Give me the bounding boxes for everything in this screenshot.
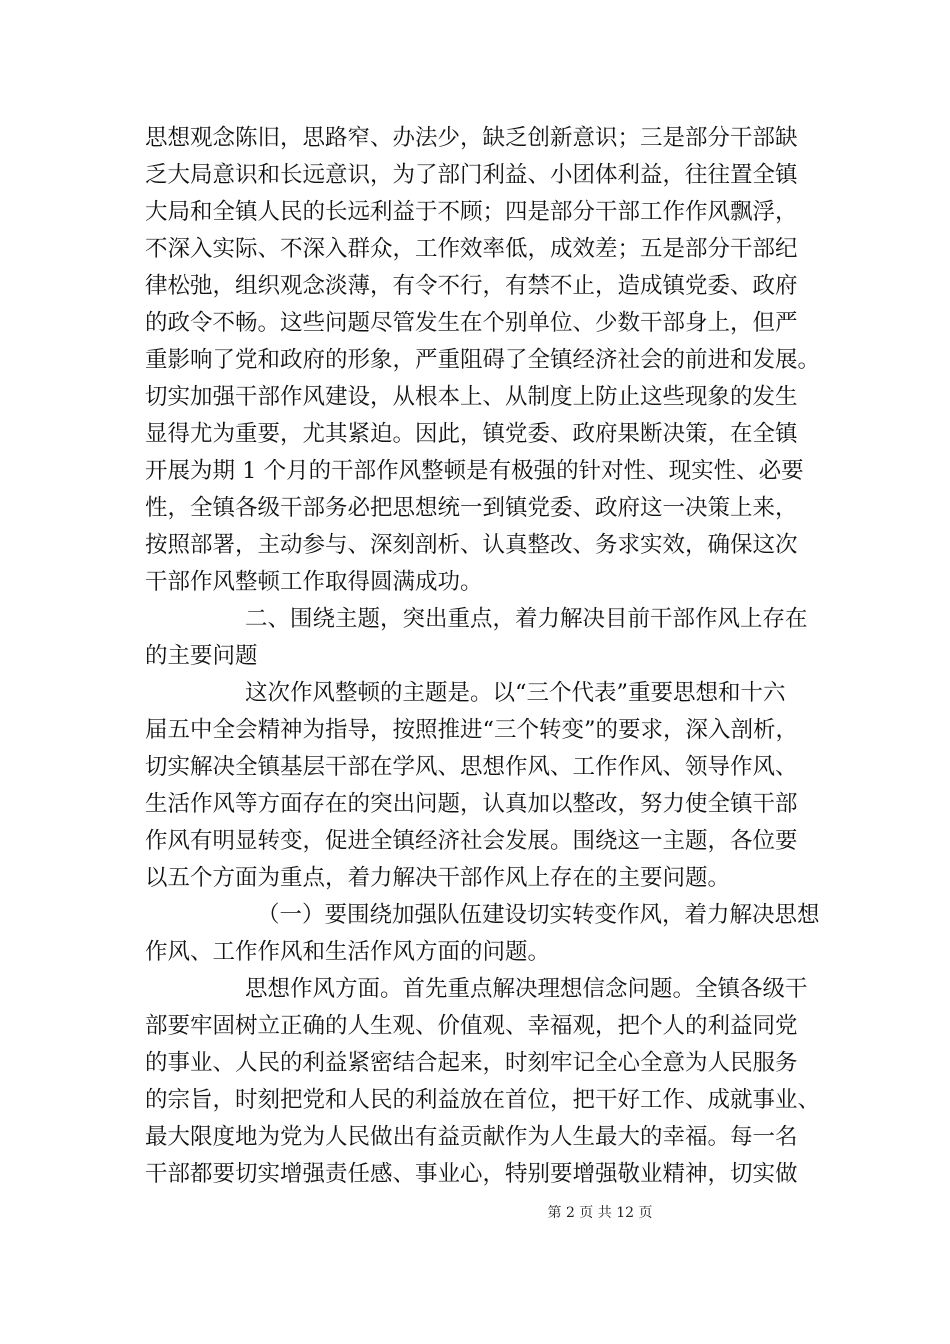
body-line: 律松弛，组织观念淡薄，有令不行，有禁不止，造成镇党委、政府	[145, 273, 798, 299]
paragraph-start: 思想作风方面。首先重点解决理想信念问题。全镇各级干	[245, 976, 808, 1002]
paragraph-start: 这次作风整顿的主题是。以“三个代表”重要思想和十六	[245, 680, 786, 706]
body-line: 按照部署，主动参与、深刻剖析、认真整改、务求实效，确保这次	[145, 532, 798, 558]
body-line: 部要牢固树立正确的人生观、价值观、幸福观，把个人的利益同党	[145, 1013, 798, 1039]
section-heading: 二、围绕主题，突出重点，着力解决目前干部作风上存在	[245, 606, 808, 632]
body-line: 显得尤为重要，尤其紧迫。因此，镇党委、政府果断决策，在全镇	[145, 421, 798, 447]
body-line: 开展为期 1 个月的干部作风整顿是有极强的针对性、现实性、必要	[145, 458, 804, 484]
body-line: 大局和全镇人民的长远利益于不顾；四是部分干部工作作风飘浮，	[145, 199, 798, 225]
body-line: 干部作风整顿工作取得圆满成功。	[145, 569, 483, 595]
document-body	[145, 120, 835, 1193]
body-line: 届五中全会精神为指导，按照推进“三个转变”的要求，深入剖析，	[145, 717, 799, 743]
body-line: 干部都要切实增强责任感、事业心，特别要增强敬业精神，切实做	[145, 1161, 798, 1187]
body-line: 性，全镇各级干部务必把思想统一到镇党委、政府这一决策上来，	[145, 495, 798, 521]
body-line: 以五个方面为重点，着力解决干部作风上存在的主要问题。	[145, 865, 731, 891]
body-line: 作风有明显转变，促进全镇经济社会发展。围绕这一主题，各位要	[145, 828, 798, 854]
subsection-heading-continued: 作风、工作作风和生活作风方面的问题。	[145, 939, 551, 965]
subsection-heading: （一）要围绕加强队伍建设切实转变作风，着力解决思想	[257, 902, 820, 928]
body-line: 思想观念陈旧，思路窄、办法少，缺乏创新意识；三是部分干部缺	[145, 125, 798, 151]
body-line: 切实加强干部作风建设，从根本上、从制度上防止这些现象的发生	[145, 384, 798, 410]
body-line: 生活作风等方面存在的突出问题，认真加以整改，努力使全镇干部	[145, 791, 798, 817]
body-line: 的政令不畅。这些问题尽管发生在个别单位、少数干部身上，但严	[145, 310, 798, 336]
body-line: 的事业、人民的利益紧密结合起来，时刻牢记全心全意为人民服务	[145, 1050, 798, 1076]
section-heading-continued: 的主要问题	[145, 643, 258, 669]
body-line: 切实解决全镇基层干部在学风、思想作风、工作作风、领导作风、	[145, 754, 798, 780]
page-number-footer: 第 2 页 共 12 页	[547, 1205, 653, 1221]
body-line: 的宗旨，时刻把党和人民的利益放在首位，把干好工作、成就事业、	[145, 1087, 821, 1113]
body-line: 乏大局意识和长远意识，为了部门利益、小团体利益，往往置全镇	[145, 162, 798, 188]
body-line: 重影响了党和政府的形象，严重阻碍了全镇经济社会的前进和发展。	[145, 347, 821, 373]
body-line: 不深入实际、不深入群众，工作效率低，成效差；五是部分干部纪	[145, 236, 798, 262]
body-line: 最大限度地为党为人民做出有益贡献作为人生最大的幸福。每一名	[145, 1124, 798, 1150]
